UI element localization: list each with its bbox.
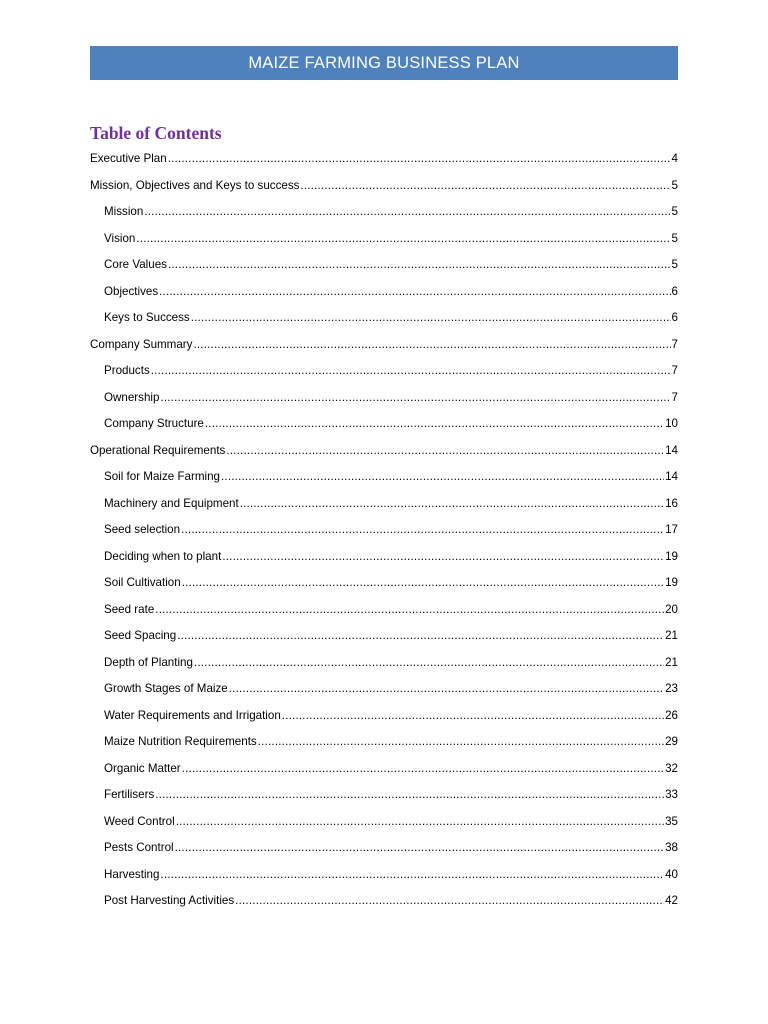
- toc-entry-title: Soil for Maize Farming: [104, 470, 220, 484]
- toc-entry-title: Pests Control: [104, 841, 174, 855]
- table-of-contents: [90, 146, 678, 915]
- toc-entry-page-number: 40: [665, 867, 678, 881]
- toc-entry[interactable]: [90, 597, 678, 624]
- dot-leader: [235, 894, 664, 908]
- dot-leader: [151, 364, 671, 378]
- toc-entry-page-number: 19: [665, 549, 678, 563]
- toc-entry-title: Seed selection: [104, 523, 181, 537]
- toc-entry-page-number: 38: [665, 841, 678, 855]
- toc-entry[interactable]: [90, 729, 678, 756]
- toc-entry-page-number: 5: [671, 258, 678, 272]
- toc-entry-title: Deciding when to plant: [104, 549, 222, 563]
- toc-entry-page-number: 42: [665, 894, 678, 908]
- toc-entry[interactable]: [90, 650, 678, 677]
- toc-entry[interactable]: [90, 517, 678, 544]
- toc-entry[interactable]: [90, 226, 678, 253]
- toc-entry-title: Harvesting: [104, 867, 160, 881]
- toc-entry-page-number: 7: [671, 390, 678, 404]
- toc-entry-title: Water Requirements and Irrigation: [104, 708, 281, 722]
- toc-entry[interactable]: [90, 279, 678, 306]
- dot-leader: [282, 709, 664, 723]
- toc-entry[interactable]: [90, 756, 678, 783]
- toc-entry-page-number: 16: [665, 496, 678, 510]
- toc-entry-page-number: 20: [665, 602, 678, 616]
- dot-leader: [168, 152, 671, 166]
- dot-leader: [229, 682, 664, 696]
- dot-leader: [160, 391, 670, 405]
- title-banner: [90, 46, 678, 80]
- toc-entry[interactable]: [90, 888, 678, 915]
- toc-heading: Table of Contents: [90, 123, 222, 143]
- toc-entry[interactable]: [90, 358, 678, 385]
- toc-entry-title: Objectives: [104, 284, 159, 298]
- toc-entry-page-number: 7: [671, 337, 678, 351]
- toc-entry-page-number: 21: [665, 655, 678, 669]
- toc-entry-title: Keys to Success: [104, 311, 190, 325]
- toc-entry[interactable]: [90, 411, 678, 438]
- toc-entry-page-number: 29: [665, 735, 678, 749]
- dot-leader: [205, 417, 664, 431]
- toc-entry-title: Mission, Objectives and Keys to success: [90, 178, 300, 192]
- toc-entry-title: Core Values: [104, 258, 167, 272]
- toc-entry-title: Company Summary: [90, 337, 193, 351]
- toc-entry[interactable]: [90, 438, 678, 465]
- toc-entry-page-number: 14: [665, 443, 678, 457]
- toc-entry-page-number: 21: [665, 629, 678, 643]
- toc-entry-title: Seed rate: [104, 602, 155, 616]
- toc-entry-title: Growth Stages of Maize: [104, 682, 228, 696]
- toc-entry-title: Operational Requirements: [90, 443, 226, 457]
- toc-entry-page-number: 23: [665, 682, 678, 696]
- toc-entry-title: Post Harvesting Activities: [104, 894, 235, 908]
- toc-entry-title: Ownership: [104, 390, 160, 404]
- dot-leader: [144, 205, 670, 219]
- toc-entry-title: Vision: [104, 231, 136, 245]
- toc-entry-title: Depth of Planting: [104, 655, 193, 669]
- dot-leader: [182, 576, 664, 590]
- dot-leader: [175, 841, 665, 855]
- toc-entry-page-number: 7: [671, 364, 678, 378]
- toc-entry-title: Fertilisers: [104, 788, 155, 802]
- dot-leader: [194, 656, 664, 670]
- toc-entry-page-number: 10: [665, 417, 678, 431]
- dot-leader: [159, 285, 670, 299]
- toc-entry[interactable]: [90, 676, 678, 703]
- dot-leader: [155, 788, 664, 802]
- dot-leader: [222, 550, 664, 564]
- dot-leader: [182, 762, 664, 776]
- dot-leader: [136, 232, 670, 246]
- toc-entry-title: Company Structure: [104, 417, 204, 431]
- toc-entry-page-number: 17: [665, 523, 678, 537]
- toc-entry[interactable]: [90, 146, 678, 173]
- toc-entry-page-number: 19: [665, 576, 678, 590]
- dot-leader: [160, 868, 664, 882]
- toc-entry[interactable]: [90, 703, 678, 730]
- toc-entry[interactable]: [90, 332, 678, 359]
- dot-leader: [226, 444, 664, 458]
- toc-entry[interactable]: [90, 862, 678, 889]
- toc-entry-title: Mission: [104, 205, 144, 219]
- toc-entry-title: Soil Cultivation: [104, 576, 181, 590]
- toc-entry-page-number: 35: [665, 814, 678, 828]
- dot-leader: [181, 523, 664, 537]
- toc-entry[interactable]: [90, 544, 678, 571]
- toc-entry-page-number: 33: [665, 788, 678, 802]
- toc-entry-title: Organic Matter: [104, 761, 181, 775]
- toc-entry-title: Executive Plan: [90, 152, 167, 166]
- toc-entry-page-number: 26: [665, 708, 678, 722]
- dot-leader: [240, 497, 664, 511]
- toc-entry-page-number: 5: [671, 178, 678, 192]
- dot-leader: [258, 735, 664, 749]
- dot-leader: [193, 338, 670, 352]
- toc-entry[interactable]: [90, 464, 678, 491]
- dot-leader: [221, 470, 664, 484]
- toc-entry-page-number: 5: [671, 205, 678, 219]
- toc-entry[interactable]: [90, 199, 678, 226]
- toc-entry[interactable]: [90, 570, 678, 597]
- toc-entry[interactable]: [90, 491, 678, 518]
- toc-entry-title: Weed Control: [104, 814, 175, 828]
- toc-entry[interactable]: [90, 305, 678, 332]
- toc-entry[interactable]: [90, 385, 678, 412]
- toc-entry[interactable]: [90, 252, 678, 279]
- toc-entry[interactable]: [90, 809, 678, 836]
- dot-leader: [300, 179, 670, 193]
- toc-entry-page-number: 14: [665, 470, 678, 484]
- dot-leader: [155, 603, 664, 617]
- document-title: MAIZE FARMING BUSINESS PLAN: [248, 53, 520, 72]
- toc-entry[interactable]: [90, 173, 678, 200]
- toc-entry-page-number: 6: [671, 284, 678, 298]
- dot-leader: [177, 629, 664, 643]
- toc-entry[interactable]: [90, 835, 678, 862]
- toc-entry-title: Maize Nutrition Requirements: [104, 735, 257, 749]
- toc-entry-page-number: 4: [671, 152, 678, 166]
- toc-entry-page-number: 5: [671, 231, 678, 245]
- toc-entry-title: Machinery and Equipment: [104, 496, 239, 510]
- toc-entry-title: Seed Spacing: [104, 629, 177, 643]
- toc-entry[interactable]: [90, 623, 678, 650]
- toc-entry-page-number: 32: [665, 761, 678, 775]
- dot-leader: [168, 258, 671, 272]
- toc-entry-title: Products: [104, 364, 150, 378]
- dot-leader: [191, 311, 671, 325]
- toc-entry-page-number: 6: [671, 311, 678, 325]
- dot-leader: [176, 815, 664, 829]
- toc-entry[interactable]: [90, 782, 678, 809]
